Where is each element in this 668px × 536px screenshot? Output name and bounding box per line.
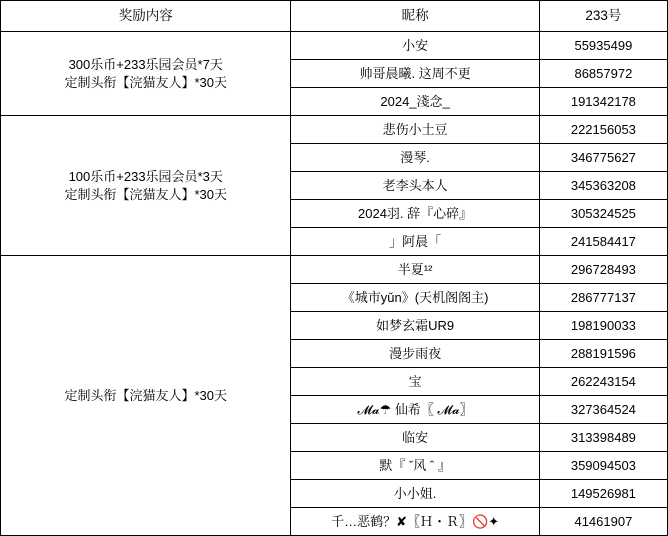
header-row <box>1 1 668 32</box>
user-id-cell: 41461907 <box>539 508 667 536</box>
nickname-cell: 漫步雨夜 <box>291 340 539 368</box>
user-id-cell: 191342178 <box>539 88 667 116</box>
user-id-cell: 345363208 <box>539 172 667 200</box>
nickname-cell: 如梦玄霜UR9 <box>291 312 539 340</box>
user-id-cell: 149526981 <box>539 480 667 508</box>
user-id-cell: 241584417 <box>539 228 667 256</box>
user-id-cell: 359094503 <box>539 452 667 480</box>
reward-line: 100乐币+233乐园会员*3天 <box>68 168 223 184</box>
user-id-cell: 286777137 <box>539 284 667 312</box>
user-id-cell: 262243154 <box>539 368 667 396</box>
nickname-cell: 小安 <box>291 32 539 60</box>
user-id-cell: 346775627 <box>539 144 667 172</box>
nickname-cell: 老李头本人 <box>291 172 539 200</box>
user-id-cell: 222156053 <box>539 116 667 144</box>
reward-line: 300乐币+233乐园会员*7天 <box>68 56 223 72</box>
nickname-cell: 2024羽. 辞『心碎』 <box>291 200 539 228</box>
nickname-cell: 《城市yǔn》(天机阁阁主) <box>291 284 539 312</box>
user-id-cell: 296728493 <box>539 256 667 284</box>
nickname-cell: 宝 <box>291 368 539 396</box>
nickname-cell: 漫琴. <box>291 144 539 172</box>
user-id-cell: 327364524 <box>539 396 667 424</box>
column-header-id: 233号 <box>539 1 667 32</box>
nickname-cell: 」阿晨「 <box>291 228 539 256</box>
user-id-cell: 288191596 <box>539 340 667 368</box>
reward-cell <box>1 256 291 536</box>
column-header-reward: 奖励内容 <box>1 1 291 32</box>
reward-line: 定制头衔【浣猫友人】*30天 <box>64 387 227 403</box>
reward-cell <box>1 32 291 116</box>
user-id-cell: 313398489 <box>539 424 667 452</box>
nickname-cell: 半夏¹² <box>291 256 539 284</box>
nickname-cell: 默『 ˇ风 ˆ 』 <box>291 452 539 480</box>
table-header <box>1 1 668 32</box>
table-row <box>1 256 668 284</box>
table-body <box>1 32 668 536</box>
reward-line: 定制头衔【浣猫友人】*30天 <box>64 74 227 90</box>
nickname-cell: 2024_淺念_ <box>291 88 539 116</box>
nickname-cell: 𝓜𝓪☂ 仙希〖 𝓜𝓪〗 <box>291 396 539 424</box>
nickname-cell: 帅哥晨曦. 这周不更 <box>291 60 539 88</box>
user-id-cell: 86857972 <box>539 60 667 88</box>
column-header-nickname: 昵称 <box>291 1 539 32</box>
user-id-cell: 305324525 <box>539 200 667 228</box>
user-id-cell: 198190033 <box>539 312 667 340</box>
table-row <box>1 32 668 60</box>
reward-cell <box>1 116 291 256</box>
nickname-cell: 临安 <box>291 424 539 452</box>
nickname-cell: 悲伤小土豆 <box>291 116 539 144</box>
reward-line: 定制头衔【浣猫友人】*30天 <box>64 186 227 202</box>
nickname-cell: 千…恶鹤？✘〖Ｈ・Ｒ〗🚫✦ <box>291 508 539 536</box>
nickname-cell: 小小姐. <box>291 480 539 508</box>
table-row <box>1 116 668 144</box>
user-id-cell: 55935499 <box>539 32 667 60</box>
